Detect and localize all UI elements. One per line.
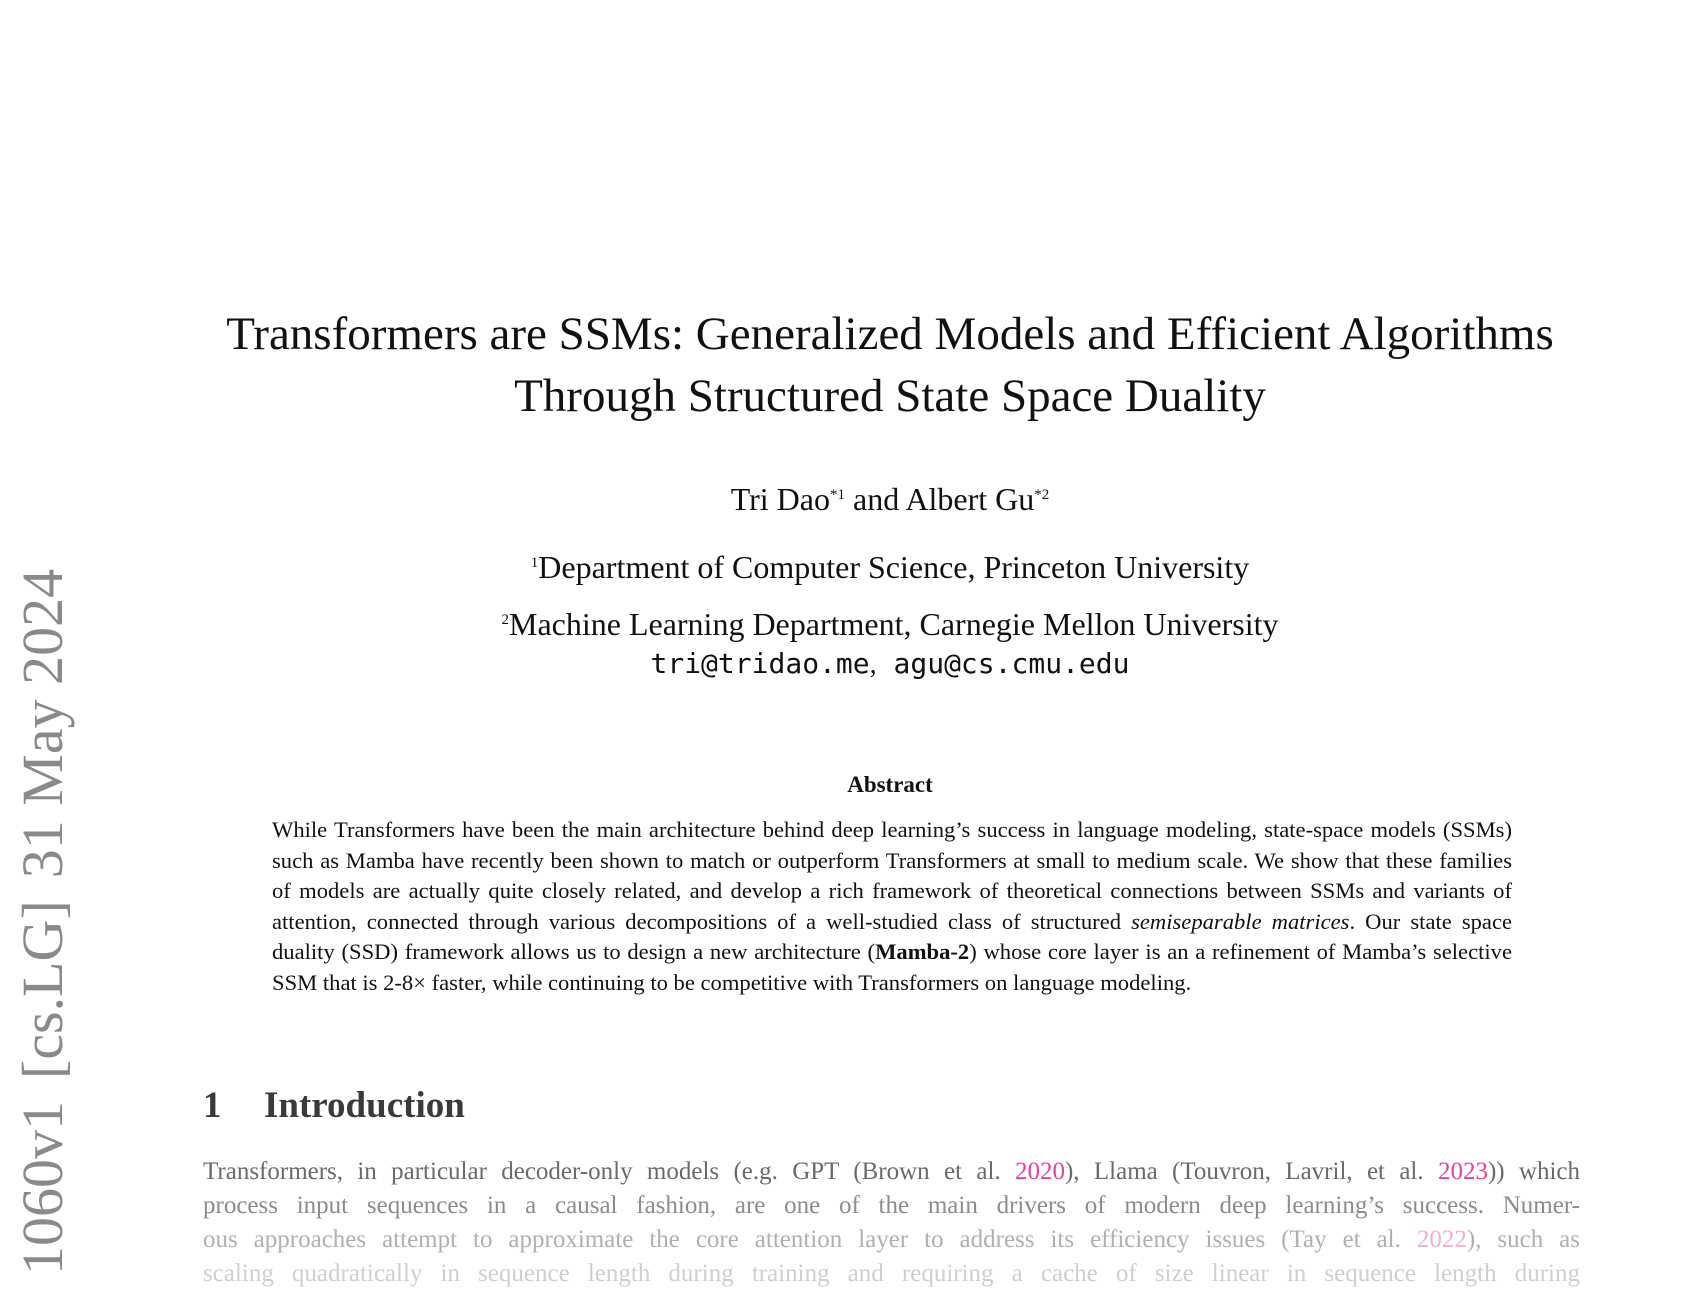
abstract-text: While Transformers have been the main architecture behind deep learning’s success in language modeling, state-space models (SSMs) such as Mamba have recently been shown to match or outperform Transformers at small to medium scale. We show that these families of models are actually quite closely related, and develop a rich framework of theoretical connections between SSMs and variants of attention, connected through various decompositions of a well-studied class of structured	[272, 817, 1512, 934]
email-link[interactable]: agu@cs.cmu.edu	[893, 647, 1130, 680]
intro-text: )) which	[1487, 1158, 1581, 1185]
intro-text: ous approaches attempt to approximate the core attention layer to address its efficiency issues (Tay et al.	[203, 1226, 1417, 1253]
abstract-heading: Abstract	[847, 772, 933, 797]
intro-line	[203, 1223, 1580, 1257]
citation-link[interactable]: 2020	[1014, 1158, 1065, 1185]
intro-line	[203, 1155, 1580, 1189]
arxiv-stamp	[4, 547, 82, 1275]
abstract-bold: Mamba-2	[875, 939, 970, 965]
author-connector: and	[852, 481, 900, 517]
title-line-2: Through Structured State Space Duality	[514, 370, 1266, 422]
affiliation-text: Department of Computer Science, Princeton University	[538, 549, 1250, 585]
intro-line: process input sequences in a causal fashion, are one of the main drivers of modern deep learning’s success. Numer-	[203, 1192, 1580, 1219]
email-separator: ,	[869, 649, 877, 680]
author-name: Tri Dao	[730, 481, 830, 517]
title-line-1: Transformers are SSMs: Generalized Models and Efficient Algorithms	[226, 308, 1554, 360]
intro-text: ), such as	[1466, 1226, 1580, 1253]
section-heading	[203, 1083, 465, 1129]
arxiv-id: 1060v1	[10, 1101, 75, 1275]
citation-link[interactable]: 2023	[1437, 1158, 1488, 1185]
arxiv-category: [cs.LG]	[10, 900, 75, 1079]
intro-text: ), Llama (Touvron, Lavril, et al.	[1064, 1158, 1438, 1185]
paper-title	[140, 303, 1640, 427]
email-link[interactable]: tri@tridao.me	[650, 647, 870, 680]
affiliation-mark: 2	[501, 612, 509, 628]
abstract-text: ) whose core layer is an a refinement of Mamba’s selective SSM that is 2-8× faster, while continuing to be competitive with Transformers on language modeling.	[272, 939, 1512, 995]
abstract-emphasis: semiseparable matrices	[1131, 908, 1350, 934]
intro-text: Transformers, in particular decoder-only models (e.g. GPT (Brown et al.	[203, 1158, 1015, 1185]
intro-line: scaling quadratically in sequence length during training and requiring a cache of size linear in sequence length during	[203, 1260, 1580, 1287]
affiliation-text: Machine Learning Department, Carnegie Mellon University	[508, 606, 1279, 642]
author-marks: *1	[829, 487, 845, 503]
citation-link[interactable]: 2022	[1416, 1226, 1467, 1253]
section-title: Introduction	[264, 1085, 465, 1126]
author-marks: *2	[1034, 487, 1050, 503]
section-number: 1	[203, 1085, 222, 1126]
author-list	[140, 479, 1640, 519]
introduction-body	[203, 1155, 1580, 1291]
affiliation-1	[140, 547, 1640, 587]
author-name: Albert Gu	[905, 481, 1035, 517]
author-emails	[140, 646, 1640, 683]
arxiv-date: 31 May 2024	[10, 568, 75, 879]
affiliation-2	[140, 604, 1640, 644]
abstract-body	[272, 815, 1512, 999]
abstract-text: . Our state space duality (SSD) framework allows us to design a new architecture (	[272, 908, 1512, 965]
affiliation-mark: 1	[530, 555, 539, 571]
